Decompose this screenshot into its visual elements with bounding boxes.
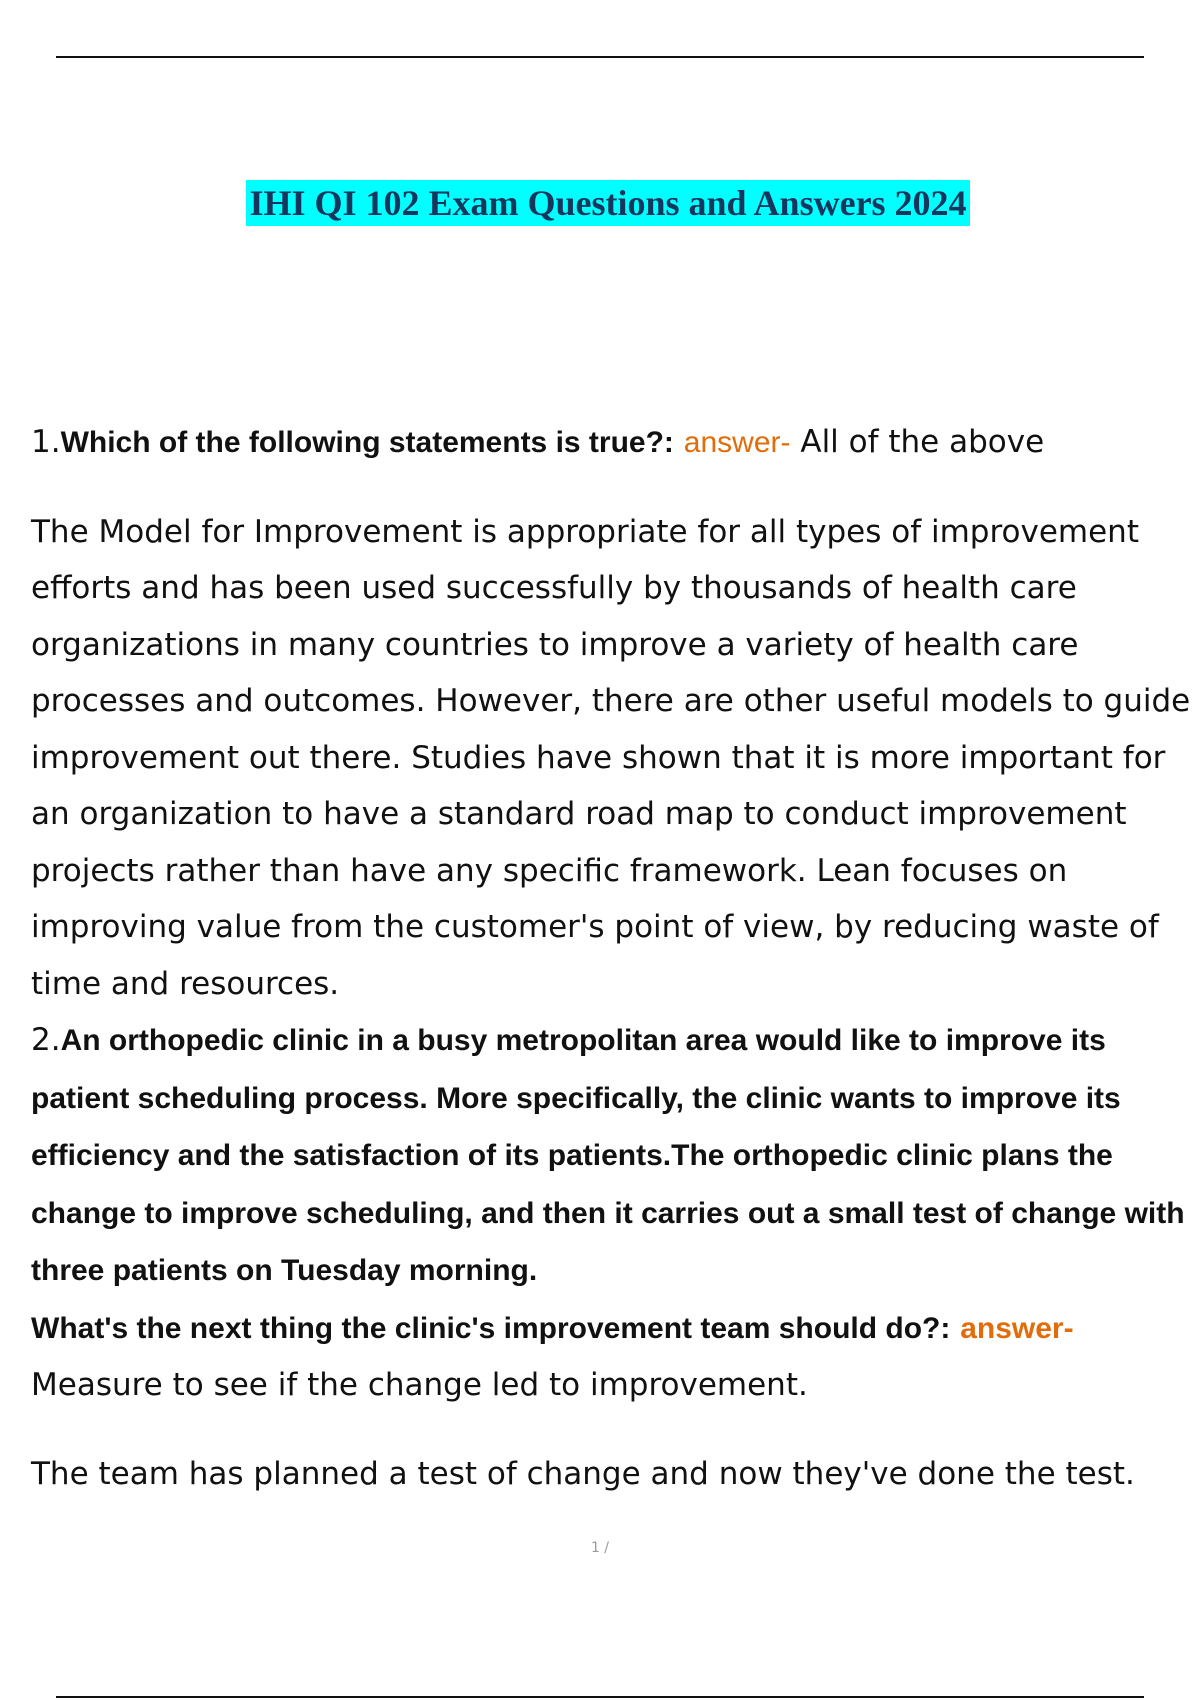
question-2-answer: Measure to see if the change led to improvement. (31, 1367, 808, 1403)
question-2-number: 2. (31, 1022, 61, 1058)
question-2 (31, 1300, 1191, 1414)
top-rule (56, 56, 1144, 58)
question-2-answer-tag: answer- (960, 1311, 1074, 1345)
question-1-text: Which of the following statements is true?: (60, 426, 674, 459)
question-1 (31, 414, 1191, 472)
document-body (31, 414, 1191, 1502)
question-1-answer: All of the above (800, 424, 1045, 460)
question-2-scenario (31, 1012, 1191, 1300)
bottom-rule (56, 1696, 1144, 1698)
title-container (0, 180, 1200, 226)
document-title: IHI QI 102 Exam Questions and Answers 2024 (246, 180, 969, 226)
question-1-number: 1. (31, 424, 61, 460)
question-2-text: What's the next thing the clinic's improvement team should do?: (31, 1311, 951, 1345)
question-1-answer-tag: answer- (683, 426, 791, 459)
question-1-explanation: The Model for Improvement is appropriate for all types of improvement efforts and has been used successfully by thousands of health care organizations in many countries to improve a variety of health care processes and outcomes. However, there are other useful models to guide improvement out there. Studies have shown that it is more important for an organization to have a standard road map to conduct improvement projects rather than have any specific framework. Lean focuses on improving value from the customer's point of view, by reducing waste of time and resources. (31, 513, 1191, 1002)
question-2-scenario-text: An orthopedic clinic in a busy metropolitan area would like to improve its patient scheduling process. More specifically, the clinic wants to improve its efficiency and the satisfaction of its patients.The orthopedic clinic plans the change to improve scheduling, and then it carries out a small test of change with three patients on Tuesday morning. (31, 1024, 1185, 1287)
question-2-explanation: The team has planned a test of change and now they've done the test. (31, 1455, 1135, 1492)
page-marker: 1 / (590, 1540, 610, 1556)
